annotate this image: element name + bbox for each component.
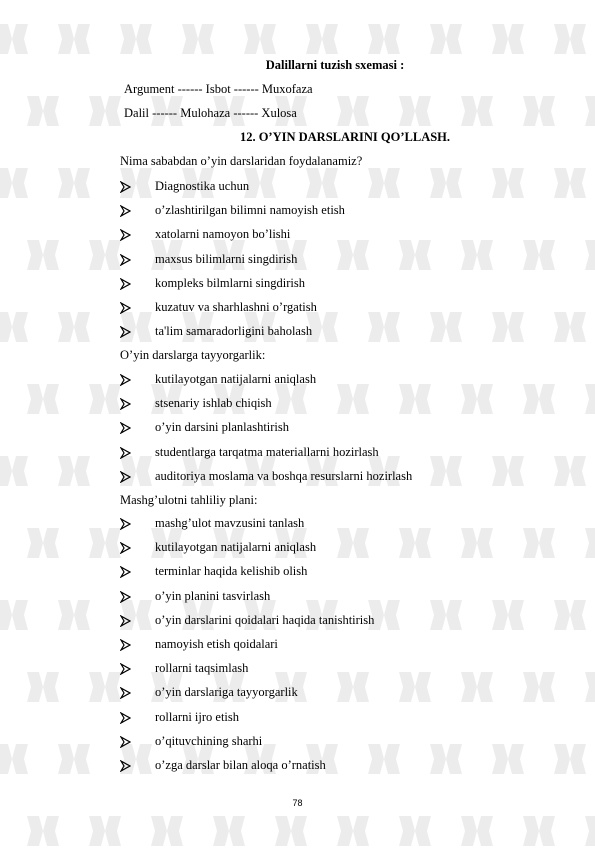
watermark-mark xyxy=(517,236,561,274)
list-item-text: auditoriya moslama va boshqa resurslarni hozirlash xyxy=(155,468,413,483)
watermark-mark xyxy=(455,812,499,850)
watermark-mark xyxy=(83,812,127,850)
list-item-text: kompleks bilmlarni singdirish xyxy=(155,275,305,290)
watermark-mark xyxy=(238,20,282,58)
plan-heading: Mashg’ulotni tahliliy plani: xyxy=(120,493,258,507)
list-item-text: o’yin darslariga tayyorgarlik xyxy=(155,685,298,700)
watermark-mark xyxy=(393,668,437,706)
watermark-mark xyxy=(300,164,344,202)
list-item-text: mashg’ulot mavzusini tanlash xyxy=(155,516,305,530)
watermark-mark xyxy=(517,812,561,850)
watermark-mark xyxy=(548,740,592,778)
list-item-text: rollarni ijro etish xyxy=(155,709,240,724)
arrow-bullet-icon xyxy=(120,302,131,314)
list-item-text: maxsus bilimlarni singdirish xyxy=(155,251,298,266)
watermark-mark xyxy=(424,596,468,634)
watermark-mark xyxy=(176,20,220,58)
watermark-mark xyxy=(52,308,96,346)
watermark-mark xyxy=(52,20,96,58)
watermark-mark xyxy=(548,596,592,634)
watermark-mark xyxy=(424,308,468,346)
arrow-bullet-icon xyxy=(120,447,131,459)
list-item-text: Diagnostika uchun xyxy=(155,179,250,193)
watermark-mark xyxy=(393,524,437,562)
arrow-bullet-icon xyxy=(120,422,131,434)
watermark-mark xyxy=(548,308,592,346)
list-item-text: studentlarga tarqatma materiallarni hozirlash xyxy=(155,444,379,459)
arrow-bullet-icon xyxy=(120,760,131,772)
prep-heading: O’yin darslarga tayyorgarlik: xyxy=(120,348,266,362)
watermark-mark xyxy=(486,308,530,346)
arrow-bullet-icon xyxy=(120,736,131,748)
watermark-mark xyxy=(331,668,375,706)
watermark-mark xyxy=(331,380,375,418)
watermark-mark xyxy=(579,524,595,562)
watermark-mark xyxy=(424,740,468,778)
watermark-mark xyxy=(21,524,65,562)
watermark-mark xyxy=(362,20,406,58)
list-item-text: ta'lim samaradorligini baholash xyxy=(155,324,313,339)
watermark-mark xyxy=(0,308,34,346)
watermark-mark xyxy=(0,20,34,58)
list-item-text: rollarni taqsimlash xyxy=(155,661,249,676)
arrow-bullet-icon xyxy=(120,639,131,651)
arrow-bullet-icon xyxy=(120,542,131,554)
arrow-bullet-icon xyxy=(120,326,131,338)
watermark-mark xyxy=(579,668,595,706)
list-item-text: o’zga darslar bilan aloqa o’rnatish xyxy=(155,758,326,772)
watermark-mark xyxy=(517,668,561,706)
arrow-bullet-icon xyxy=(120,566,131,578)
watermark-mark xyxy=(393,92,437,130)
watermark-mark xyxy=(331,92,375,130)
arrow-bullet-icon xyxy=(120,471,131,483)
watermark-mark xyxy=(486,452,530,490)
watermark-mark xyxy=(393,236,437,274)
watermark-mark xyxy=(0,164,34,202)
watermark-mark xyxy=(424,164,468,202)
watermark-mark xyxy=(207,812,251,850)
watermark-mark xyxy=(52,452,96,490)
arrow-bullet-icon xyxy=(120,687,131,699)
watermark-mark xyxy=(331,812,375,850)
arrow-bullet-icon xyxy=(120,518,131,530)
watermark-mark xyxy=(393,380,437,418)
watermark-mark xyxy=(486,596,530,634)
list-item-text: kutilayotgan natijalarni aniqlash xyxy=(155,372,317,386)
watermark-mark xyxy=(517,380,561,418)
watermark-mark xyxy=(424,20,468,58)
watermark-mark xyxy=(486,164,530,202)
list-item-text: o’zlashtirilgan bilimni namoyish etish xyxy=(155,203,345,218)
arrow-bullet-icon xyxy=(120,374,131,386)
watermark-mark xyxy=(300,20,344,58)
page-number: 78 xyxy=(292,798,303,808)
watermark-mark xyxy=(21,92,65,130)
watermark-mark xyxy=(145,812,189,850)
watermark-mark xyxy=(21,668,65,706)
watermark-mark xyxy=(517,524,561,562)
watermark-mark xyxy=(21,812,65,850)
watermark-mark xyxy=(362,164,406,202)
watermark-mark xyxy=(486,20,530,58)
list-item-text: o’yin darsini planlashtirish xyxy=(155,420,290,435)
list-item-text: namoyish etish qoidalari xyxy=(155,637,278,651)
why-heading: Nima sababdan o’yin darslaridan foydalanamiz? xyxy=(120,154,363,168)
watermark-mark xyxy=(455,524,499,562)
watermark-mark xyxy=(0,452,34,490)
watermark-mark xyxy=(517,92,561,130)
watermark-mark xyxy=(52,164,96,202)
arrow-bullet-icon xyxy=(120,181,131,193)
arrow-bullet-icon xyxy=(120,254,131,266)
section-title: 12. O’YIN DARSLARINI QO’LLASH. xyxy=(239,130,451,144)
watermark-mark xyxy=(114,20,158,58)
arrow-bullet-icon xyxy=(120,615,131,627)
watermark-mark xyxy=(486,740,530,778)
watermark-mark xyxy=(548,452,592,490)
list-item-text: terminlar haqida kelishib olish xyxy=(155,564,308,579)
watermark-mark xyxy=(424,452,468,490)
scheme-line-1: Argument ------ Isbot ------ Muxofaza xyxy=(124,82,313,96)
watermark-mark xyxy=(455,92,499,130)
arrow-bullet-icon xyxy=(120,712,131,724)
watermark-mark xyxy=(362,308,406,346)
list-item-text: o’qituvchining sharhi xyxy=(155,733,263,748)
watermark-mark xyxy=(269,812,313,850)
list-item-text: stsenariy ishlab chiqish xyxy=(155,396,272,411)
list-item-text: o’yin planini tasvirlash xyxy=(155,588,271,603)
watermark-mark xyxy=(455,380,499,418)
watermark-mark xyxy=(0,596,34,634)
watermark-mark xyxy=(52,740,96,778)
arrow-bullet-icon xyxy=(120,663,131,675)
arrow-bullet-icon xyxy=(120,229,131,241)
watermark-mark xyxy=(455,236,499,274)
watermark-mark xyxy=(548,20,592,58)
list-item-text: kutilayotgan natijalarni aniqlash xyxy=(155,540,317,555)
arrow-bullet-icon xyxy=(120,398,131,410)
list-item-text: o’yin darslarini qoidalari haqida tanishtirish xyxy=(155,612,375,627)
arrow-bullet-icon xyxy=(120,591,131,603)
watermark-mark xyxy=(393,812,437,850)
watermark-mark xyxy=(331,524,375,562)
arrow-bullet-icon xyxy=(120,278,131,290)
watermark-mark xyxy=(0,740,34,778)
watermark-mark xyxy=(548,164,592,202)
watermark-mark xyxy=(362,740,406,778)
watermark-mark xyxy=(21,236,65,274)
watermark-mark xyxy=(579,812,595,850)
watermark-mark xyxy=(579,380,595,418)
arrow-bullet-icon xyxy=(120,205,131,217)
watermark-mark xyxy=(83,92,127,130)
watermark-mark xyxy=(52,596,96,634)
watermark-mark xyxy=(331,236,375,274)
scheme-line-2: Dalil ------ Mulohaza ------ Xulosa xyxy=(124,106,297,120)
watermark-mark xyxy=(455,668,499,706)
watermark-mark xyxy=(21,380,65,418)
scheme-title: Dalillarni tuzish sxemasi : xyxy=(265,58,405,72)
watermark-mark xyxy=(579,236,595,274)
watermark-mark xyxy=(579,92,595,130)
list-item-text: kuzatuv va sharhlashni o’rgatish xyxy=(155,300,317,314)
list-item-text: xatolarni namoyon bo’lishi xyxy=(155,227,291,242)
